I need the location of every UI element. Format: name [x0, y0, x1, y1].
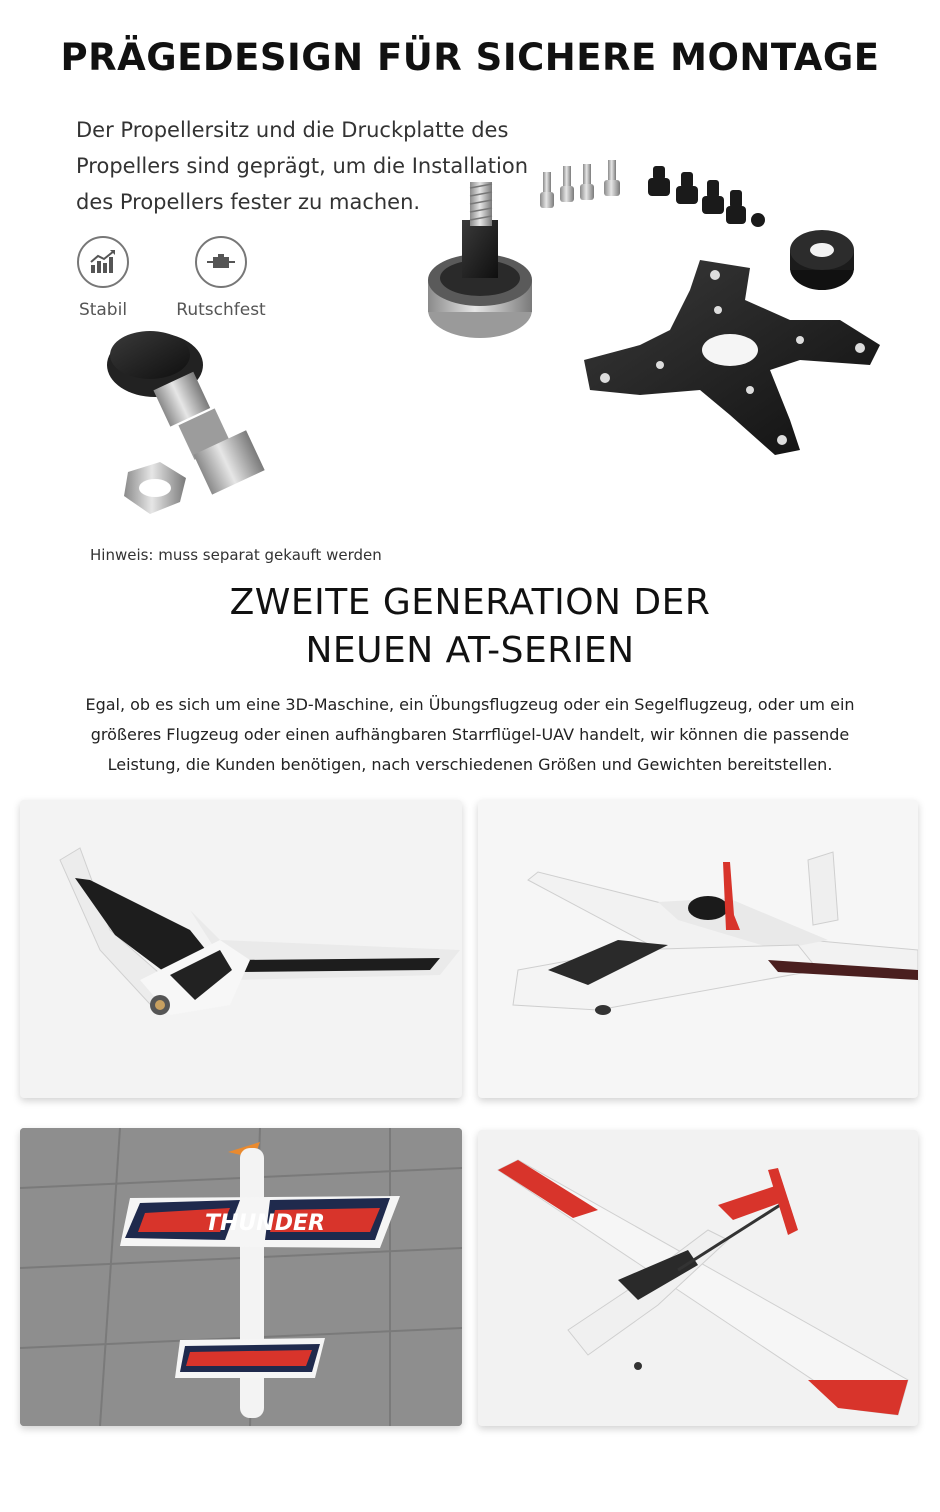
section-body-line: Leistung, die Kunden benötigen, nach verschiedenen Größen und Gewichten bereitstellen. [107, 755, 833, 774]
glider-plane-image [478, 1130, 918, 1426]
section-body-line: Egal, ob es sich um eine 3D-Maschine, ein Übungsflugzeug oder ein Segelflugzeug, oder um ein [85, 695, 855, 714]
page-title: PRÄGEDESIGN FÜR SICHERE MONTAGE [60, 36, 880, 79]
section-body-line: größeres Flugzeug oder einen aufhängbaren Starrflügel-UAV handelt, wir können die passende [90, 725, 850, 744]
prop-adapter-part [107, 331, 265, 514]
black-screws [648, 166, 765, 227]
thunder-3d-plane-image [20, 1128, 462, 1426]
section-body [40, 690, 900, 780]
feature-stabil [48, 236, 158, 320]
description-line: des Propellers fester zu machen. [76, 190, 421, 214]
feature-rutschfest [166, 236, 276, 320]
rotation-icon [195, 236, 247, 288]
description-line: Der Propellersitz und die Druckplatte des [76, 118, 509, 142]
purchase-note: Hinweis: muss separat gekauft werden [90, 546, 382, 564]
feature-label: Stabil [78, 300, 128, 320]
description-line: Propellers sind geprägt, um die Installation [76, 154, 529, 178]
wing-lettering: THUNDER [205, 1211, 325, 1236]
chart-icon [77, 236, 129, 288]
trainer-plane-image [478, 800, 918, 1098]
section-title-line1: ZWEITE GENERATION DER [229, 582, 711, 623]
cross-mount-part [584, 260, 880, 455]
shaft-collar-part [790, 230, 854, 290]
feature-label: Rutschfest [176, 300, 266, 320]
flying-wing-image [20, 800, 462, 1098]
description [76, 112, 576, 220]
section-title-line2: NEUEN AT-SERIEN [305, 630, 635, 671]
